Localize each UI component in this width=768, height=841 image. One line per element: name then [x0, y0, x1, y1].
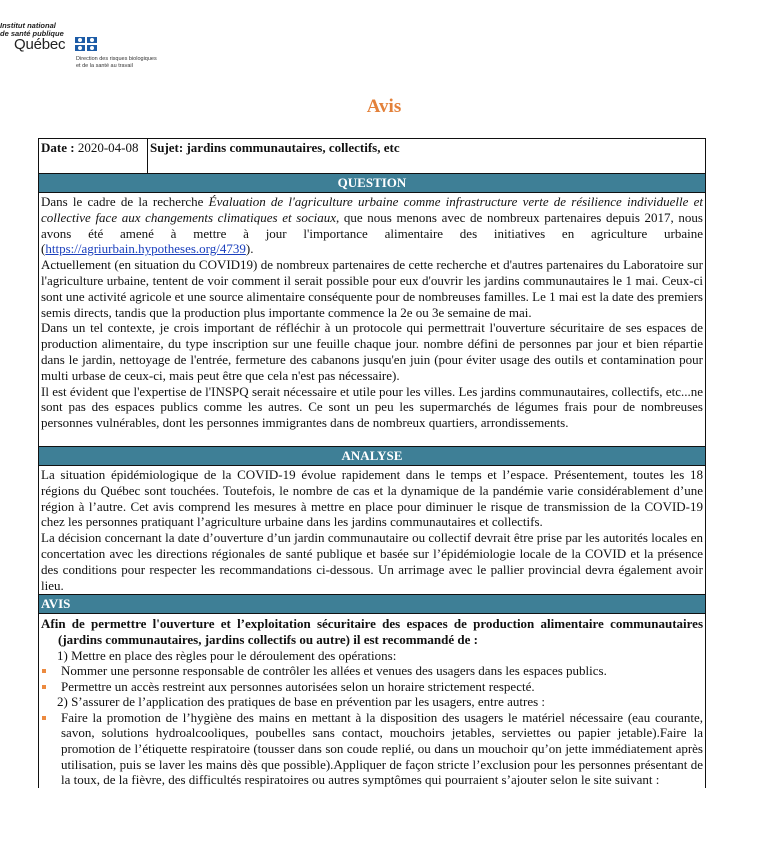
logo-line-1: Institut national [0, 21, 56, 30]
list-item [41, 710, 703, 788]
list-item-text: Nommer une personne responsable de contrôler les allées et venues des usagers dans les espaces publics. [61, 663, 607, 679]
question-heading: QUESTION [39, 174, 705, 193]
avis-body [39, 614, 705, 788]
text: ). [245, 241, 254, 257]
logo-line-2: de santé publique [0, 29, 64, 38]
advice-table [38, 138, 706, 788]
spacer [41, 431, 703, 445]
direction-line-1: Direction des risques biologiques [76, 56, 157, 62]
bullet-square-icon [42, 685, 46, 689]
direction-line-2: et de la santé au travail [76, 63, 133, 69]
bullet-square-icon [42, 716, 46, 720]
list-item [41, 679, 703, 695]
bullet-square-icon [42, 669, 46, 673]
page-title: Avis [366, 96, 402, 117]
avis-intro: Afin de permettre l'ouverture et l’exploitation sécuritaire des espaces de production alimentaire communautaires (jardins communautaires, jardins collectifs ou autre) il est recommandé de : [41, 616, 703, 647]
subject-cell: Sujet: jardins communautaires, collectifs, etc [150, 140, 400, 155]
agriurbain-link[interactable]: https://agriurbain.hypotheses.org/4739 [45, 241, 246, 257]
list-item-text: Permettre un accès restreint aux personnes autorisées selon un horaire strictement respecté. [61, 678, 535, 694]
analyse-paragraph-1: La situation épidémiologique de la COVID-19 évolue rapidement dans le temps et l’espace. Présentement, toutes les 18 régions du Québec sont touchées. Toutefois, le nombre de cas et la dynamique de la pandémie varie considérablement d’une région à l’autre. Cet avis comprend les mesures à mettre en place pour diminuer le risque de transmission de la COVID-19 chez les personnes pratiquant l’agriculture urbaine dans les jardins communautaires et collectifs. [41, 466, 703, 530]
step-1: 1) Mettre en place des règles pour le déroulement des opérations: [57, 647, 397, 663]
question-paragraph-3: Dans un tel contexte, je crois important de réfléchir à un protocole qui permettrait l'ouverture sécuritaire de ses espaces de production alimentaire, du type inscription sur une feuille chaque jour. nombre défini de personnes par jour et bien répartie dans le jardin, nettoyage de l'entrée, fermeture des cabanons jusqu'en juin (pour éviter usage des outils et contamination pour multi urbase de ceux-ci, mais peut être que cela n'est pas nécessaire). [41, 320, 703, 383]
question-paragraph-1 [41, 194, 703, 257]
question-paragraph-2: Actuellement (en situation du COVID19) de nombreux partenaires de cette recherche et d'autres partenaires du Laboratoire sur l'agriculture urbaine, tentent de voir comment il serait possible pour eux d'ouvrir les jardins communautaires le 1 mai. Ceux-ci sont une activité agricole et une source alimentaire conséquente pour de nombreuses familles. Le 1 mai est la date des premiers semis directs, tandis que la production plus importante commence la 2e ou 3e semaine de mai. [41, 257, 703, 320]
analyse-heading: ANALYSE [39, 447, 705, 466]
inspq-logo [0, 22, 175, 70]
list-item [41, 663, 703, 679]
analyse-body [39, 466, 705, 595]
logo-direction-text [76, 56, 157, 70]
analyse-paragraph-2: La décision concernant la date d’ouverture d’un jardin communautaire ou collectif devrait être prise par les autorités locales en concertation avec les directions régionales de santé publique et basée sur l’épidémiologie locale de la COVID et la présence des conditions pour respecter les recommandations ci-dessous. Un arrimage avec le pallier provincial devra également avoir lieu. [41, 530, 703, 593]
logo-quebec-wordmark: Québec [14, 36, 66, 53]
quebec-flag-icon [75, 37, 97, 51]
list-item-text: Faire la promotion de l’hygiène des mains en mettant à la disposition des usagers le matériel nécessaire (eau courante, savon, solutions hydroalcooliques, poubelles sans contact, mouchoirs jetables, serviettes ou papier jetable).Faire la promotion de l’étiquette respiratoire (tousser dans son coude replié, ou dans un mouchoir qu’on jette immédiatement après utilisation, puis se laver les mains dès que possible).Appliquer de façon stricte l’exclusion pour les personnes présentant de la toux, de la fièvre, des difficultés respiratoires ou autres symptômes qui pourraient s’ajouter selon le site suivant : [61, 709, 703, 788]
step-2: 2) S’assurer de l’application des pratiques de base en prévention par les usagers, entre autres : [57, 694, 546, 710]
question-paragraph-4: Il est évident que l'expertise de l'INSPQ serait nécessaire et utile pour les villes. Les jardins communautaires, collectifs, etc...ne sont pas des espaces publics comme les autres. Ce sont un peu les supermarchés de légumes frais pour de nombreuses personnes vulnérables, dont les personnes immigrantes dans de nombreux quartiers, arrondissements. [41, 383, 703, 431]
date-cell [39, 139, 148, 173]
text: , que nous menons avec de nombreux partenaires depuis 2017, nous avons été amené à mettre à jour l'importance alimentaire des initiatives en agriculture urbaine ( [41, 209, 703, 257]
avis-heading: AVIS [39, 595, 705, 614]
header-row [39, 139, 705, 174]
date-value: 2020-04-08 [77, 140, 139, 155]
text: Dans le cadre de la recherche [41, 194, 209, 209]
date-label: Date : [41, 140, 75, 155]
research-title: Évaluation de l'agriculture urbaine comme infrastructure verte de résilience individuelle et collective face aux changements climatiques et sociaux [41, 194, 703, 225]
question-body [39, 193, 705, 447]
